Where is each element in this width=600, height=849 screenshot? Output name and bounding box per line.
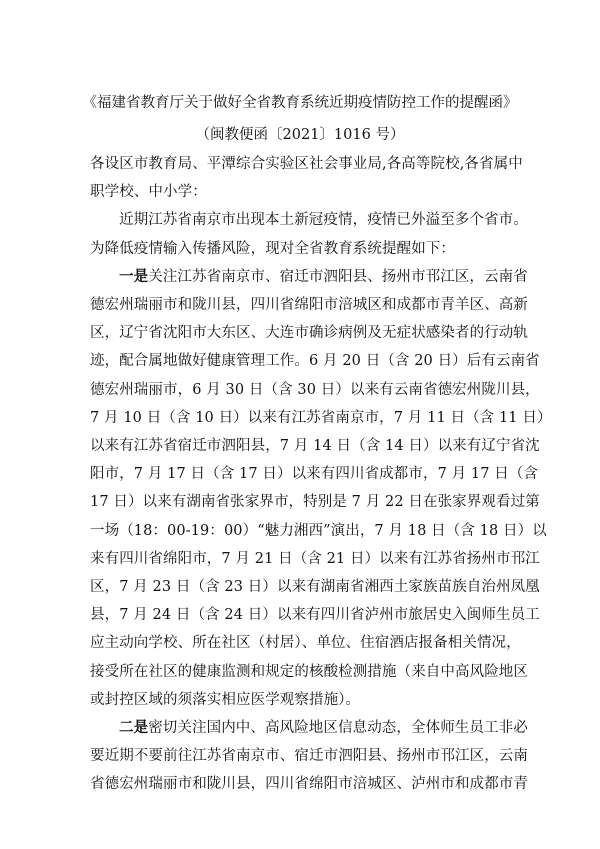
point-one-line: 来有四川省绵阳市，7 月 21 日（含 21 日）以来有江苏省扬州市邗江 [90, 550, 540, 567]
point-one-line: 一场（18：00-19：00）“魅力湘西”演出，7 月 18 日（含 18 日）以 [90, 522, 547, 539]
point-one-line: 17 日）以来有湖南省张家界市，特别是 7 月 22 日在张家界观看过第 [90, 494, 540, 511]
point-one-paragraph [90, 263, 552, 714]
point-two-lead: 二是 [119, 719, 149, 737]
point-two-first-line [90, 714, 528, 742]
point-two-paragraph [90, 714, 528, 799]
point-one-first-text: 关注江苏省南京市、宿迁市泗阳县、扬州市邗江区，云南省 [148, 268, 528, 285]
point-one-line: 以来有江苏省宿迁市泗阳县，7 月 14 日（含 14 日）以来有辽宁省沈 [90, 438, 540, 455]
point-one-line: 迹，配合属地做好健康管理工作。6 月 20 日（含 20 日）后有云南省 [90, 353, 540, 370]
point-one-line: 德宏州瑞丽市，6 月 30 日（含 30 日）以来有云南省德宏州陇川县， [90, 381, 540, 398]
point-one-first-line [90, 263, 528, 291]
intro-paragraph [90, 206, 528, 262]
recipients-line: 各设区市教育局、平潭综合实验区社会事业局,各高等院校,各省属中 [90, 156, 523, 172]
point-two-line: 要近期不要前往江苏省南京市、宿迁市泗阳县、扬州市邗江区，云南 [90, 748, 528, 765]
point-one-lead: 一是 [119, 267, 149, 285]
point-one-line: 应主动向学校、所在社区（村居）、单位、住宿酒店报备相关情况， [90, 635, 521, 652]
point-one-line: 或封控区域的须落实相应医学观察措施）。 [90, 691, 361, 708]
point-one-line: 7 月 10 日（含 10 日）以来有江苏省南京市，7 月 11 日（含 11 日） [90, 409, 552, 426]
document-title: 《福建省教育厅关于做好全省教育系统近期疫情防控工作的提醒函》 [82, 95, 518, 111]
point-one-line: 阳市，7 月 17 日（含 17 日）以来有四川省成都市，7 月 17 日（含 [90, 466, 539, 483]
point-two-first-text: 密切关注国内中、高风险地区信息动态，全体师生员工非必 [148, 720, 528, 737]
point-one-line: 接受所在社区的健康监测和规定的核酸检测措施（来自中高风险地区 [90, 663, 528, 680]
point-one-line: 区，辽宁省沈阳市大东区、大连市确诊病例及无症状感染者的行动轨 [90, 325, 528, 342]
point-one-line: 德宏州瑞丽市和陇川县，四川省绵阳市涪城区和成都市青羊区、高新 [90, 297, 528, 314]
point-one-line: 县，7 月 24 日（含 24 日）以来有四川省泸州市旅居史入闽师生员工 [90, 607, 540, 624]
point-one-line: 区，7 月 23 日（含 23 日）以来有湖南省湘西土家族苗族自治州凤凰 [90, 579, 540, 596]
intro-line: 为降低疫情输入传播风险，现对全省教育系统提醒如下： [90, 240, 455, 257]
document-number: （闽教便函〔2021〕1016 号） [195, 127, 405, 143]
document-body [90, 150, 552, 799]
recipients [90, 150, 523, 206]
point-two-line: 省德宏州瑞丽市和陇川县，四川省绵阳市涪城区、泸州市和成都市青 [90, 776, 528, 793]
recipients-line: 职学校、中小学： [90, 184, 207, 201]
intro-line: 近期江苏省南京市出现本土新冠疫情，疫情已外溢至多个省市。 [119, 212, 528, 229]
